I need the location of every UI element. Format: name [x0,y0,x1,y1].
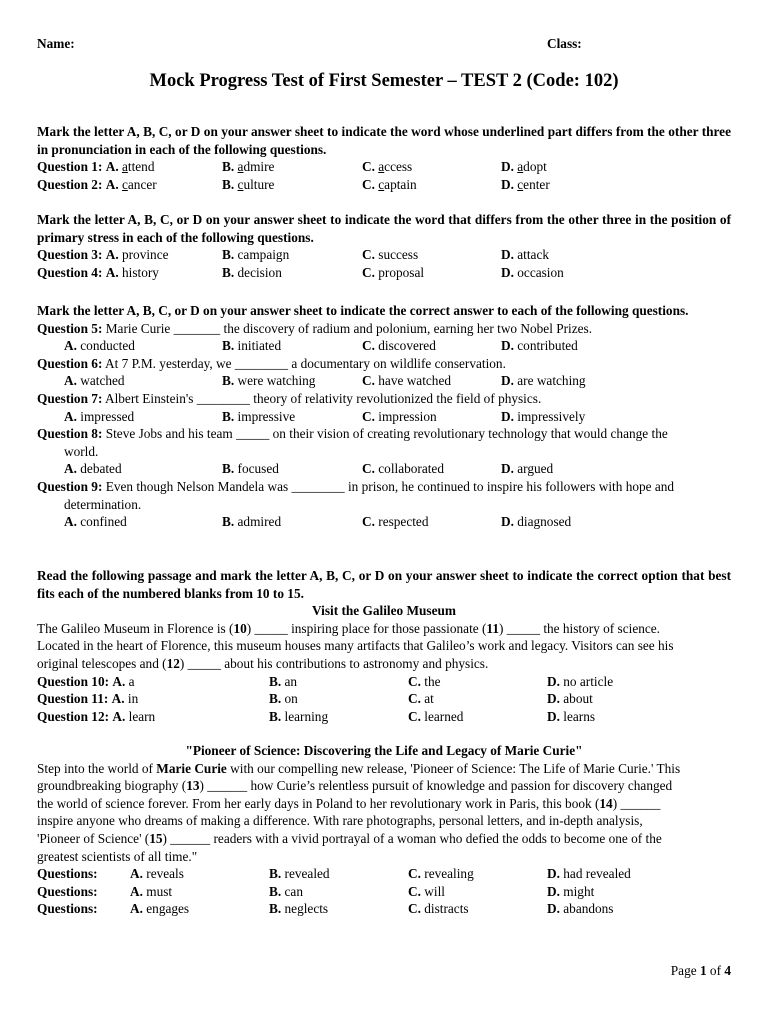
text-span: D. [501,338,514,354]
question-stem-cont: determination. [64,496,142,512]
text-span: ccess [384,159,413,175]
text-span: 15 [149,830,163,846]
text-span: Questions: [37,866,98,882]
text-span: proposal [378,264,425,280]
text-span: attack [517,247,550,263]
text-span: A. [105,247,119,263]
text-span: C. [362,159,375,175]
page-number [671,962,731,980]
text-span: ) _____ about his contributions to astronomy and physics. [179,655,489,671]
text-span: respected [378,514,429,530]
text-span: revealed [284,866,330,882]
text-span: of [706,963,725,978]
option-cell [362,460,444,478]
text-span: enter [523,176,550,192]
option-cell [501,246,549,264]
text-span: at [424,691,434,707]
text-span: Even though Nelson Mandela was ________ in prison, he continued to inspire his followers with hope and [105,478,675,494]
text-span: C. [362,408,375,424]
option-cell [408,900,469,918]
text-span: ttend [127,159,155,175]
text-span: Marie Curie _______ the discovery of radium and polonium, earning her two Nobel Prizes. [105,320,593,336]
text-span: C. [362,247,375,263]
text-span: Question 4: [37,264,103,280]
text-span: Question 2: [37,176,103,192]
text-span: C. [362,461,375,477]
text-span: C. [408,673,421,689]
option-cell [222,264,282,282]
question-row [37,264,731,282]
text-span: original telescopes and ( [37,655,167,671]
text-span: initiated [237,338,282,354]
instruction-pronunciation: Mark the letter A, B, C, or D on your answer sheet to indicate the word whose underlined part differs from the other three in pronunciation in each of the following questions. [37,124,731,157]
text-span: ) _____ inspiring place for those passionate ( [246,620,487,636]
question-stem [37,425,731,443]
question-stem [37,320,731,338]
text-span: B. [222,338,235,354]
text-span: Questions: [37,883,98,899]
text-span: Marie Curie [156,760,227,776]
text-span: groundbreaking biography ( [37,778,187,794]
option-cell [64,408,134,426]
text-span: the world of science forever. From her early days in Poland to her revolutionary work in Paris, this book ( [37,795,600,811]
text-span: A. [64,338,77,354]
option-cell [501,372,586,390]
option-cell [362,176,417,194]
text-span: learns [563,708,596,724]
text-span: Steve Jobs and his team _____ on their vision of creating revolutionary technology that would change the [105,426,668,442]
text-span: D. [547,901,560,917]
text-span: might [563,883,595,899]
text-span: c [121,176,128,192]
text-span: 13 [186,778,200,794]
text-span: a [378,159,385,175]
question-row [37,246,731,264]
question-row [37,708,731,726]
option-cell [222,408,295,426]
text-span: inspire anyone who dreams of making a difference. With rare photographs, personal letters, and in-depth analysis, [37,813,643,829]
text-span: an [284,673,298,689]
text-span: Questions: [37,901,98,917]
option-cell [501,176,550,194]
text-span: C. [362,338,375,354]
option-cell [408,865,474,883]
text-span: neglects [284,901,329,917]
option-cell [269,708,328,726]
option-cell [64,460,122,478]
text-span: Question 3: [37,247,103,263]
text-span: A. [112,708,126,724]
option-cell [501,408,585,426]
text-span: D. [547,691,560,707]
text-span: A. [130,883,143,899]
option-cell [37,708,155,726]
option-cell [408,883,445,901]
option-cell [222,513,281,531]
text-span: 14 [599,795,613,811]
options-row [37,460,731,478]
text-span: a [121,159,128,175]
option-cell [37,246,169,264]
text-span: A. [105,159,119,175]
question-row [37,900,731,918]
option-cell [64,513,127,531]
text-span: D. [501,373,514,389]
question-row [37,865,731,883]
text-span: impressive [237,408,296,424]
option-cell [37,865,98,883]
text-span: learn [128,708,156,724]
option-cell [222,176,274,194]
text-span: reveals [146,866,184,882]
text-span: impression [378,408,437,424]
text-span: distracts [424,901,469,917]
text-span: ) ______ readers with a vivid portrayal of a woman who defied the odds to become one of the [162,830,662,846]
text-span: dmire [243,159,275,175]
option-cell [37,176,157,194]
text-span: ) ______ how Curie’s relentless pursuit of knowledge and passion for discovery changed [199,778,673,794]
text-span: a [517,159,524,175]
option-cell [37,264,159,282]
text-span: Question 12: [37,708,110,724]
text-span: confined [80,514,127,530]
text-span: B. [222,247,235,263]
option-cell [501,460,553,478]
text-span: learned [424,708,464,724]
option-cell [362,158,412,176]
text-span: impressed [80,408,135,424]
text-span: Question 7: [37,390,103,406]
text-span: watched [80,373,125,389]
text-span: B. [269,708,282,724]
question-row [37,883,731,901]
text-span: D. [547,883,560,899]
option-cell [501,513,571,531]
text-span: C. [408,691,421,707]
option-cell [37,673,135,691]
option-cell [362,246,418,264]
option-cell [222,158,274,176]
text-span: C. [362,176,375,192]
text-span: had revealed [563,866,631,882]
text-span: aptain [384,176,417,192]
text-span: 'Pioneer of Science' ( [37,830,150,846]
options-row [37,372,731,390]
section-grammar [37,302,731,531]
text-span: D. [501,514,514,530]
text-span: C. [408,708,421,724]
text-span: Question 1: [37,159,103,175]
page-title: Mock Progress Test of First Semester – TEST 2 (Code: 102) [149,71,619,91]
text-span: B. [269,901,282,917]
passage-text [37,760,731,866]
text-span: B. [269,691,282,707]
text-span: a [128,673,135,689]
text-span: 1 [699,963,707,978]
text-span: Step into the world of [37,760,157,776]
option-cell [269,673,297,691]
option-cell [222,372,315,390]
text-span: C. [408,883,421,899]
option-cell [130,900,189,918]
text-span: B. [269,866,282,882]
text-span: focused [237,461,279,477]
option-cell [547,690,593,708]
option-cell [64,337,135,355]
question-stem-cont: world. [64,443,99,459]
options-row [37,513,731,531]
text-span: The Galileo Museum in Florence is ( [37,620,234,636]
option-cell [222,460,279,478]
text-span: dopt [523,159,547,175]
option-cell [547,708,595,726]
text-span: c [517,176,524,192]
text-span: A. [112,673,126,689]
option-cell [547,883,594,901]
text-span: history [121,264,159,280]
option-cell [222,337,281,355]
section-pronunciation [37,123,731,193]
option-cell [547,900,614,918]
text-span: c [237,176,244,192]
text-span: A. [64,408,77,424]
text-span: 12 [166,655,180,671]
text-span: collaborated [378,461,444,477]
text-span: C. [362,514,375,530]
text-span: B. [222,264,235,280]
text-span: B. [222,408,235,424]
text-span: D. [501,247,514,263]
text-span: in [127,691,139,707]
text-span: are watching [517,373,586,389]
option-cell [408,708,463,726]
text-span: engages [146,901,190,917]
text-span: a [237,159,244,175]
passage-title: Visit the Galileo Museum [312,603,456,619]
text-span: revealing [424,866,474,882]
option-cell [362,264,424,282]
text-span: A. [64,373,77,389]
text-span: Page [670,963,700,978]
text-span: must [146,883,173,899]
option-cell [222,246,289,264]
option-cell [362,408,437,426]
text-span: ulture [243,176,275,192]
text-span: can [284,883,303,899]
options-row [37,408,731,426]
option-cell [269,690,298,708]
text-span: A. [105,264,119,280]
text-span: 4 [724,963,731,978]
text-span: A. [130,901,143,917]
text-span: province [121,247,169,263]
text-span: Question 10: [37,673,110,689]
instruction-stress: Mark the letter A, B, C, or D on your answer sheet to indicate the word that differs from the other three in the position of primary stress in each of the following questions. [37,212,731,245]
text-span: Question 9: [37,478,103,494]
text-span: decision [237,264,282,280]
text-span: conducted [80,338,135,354]
question-row [37,158,731,176]
option-cell [408,690,434,708]
text-span: D. [501,159,514,175]
text-span: A. [111,691,125,707]
text-span: B. [222,176,235,192]
option-cell [501,158,547,176]
text-span: admired [237,514,282,530]
text-span: greatest scientists of all time." [37,848,198,864]
option-cell [64,372,125,390]
text-span: occasion [517,264,564,280]
question-row [37,690,731,708]
text-span: A. [105,176,119,192]
text-span: Question 5: [37,320,103,336]
text-span: 10 [233,620,247,636]
option-cell [501,264,564,282]
text-span: C. [362,373,375,389]
text-span: argued [517,461,554,477]
passage-title: "Pioneer of Science: Discovering the Life and Legacy of Marie Curie" [185,743,583,758]
option-cell [269,900,328,918]
text-span: Located in the heart of Florence, this museum houses many artifacts that Galileo’s work and legacy. Visitors can see his [37,638,674,654]
question-row [37,176,731,194]
text-span: A. [64,514,77,530]
question-stem [37,390,731,408]
text-span: C. [408,866,421,882]
question-stem [37,478,731,496]
option-cell [130,865,184,883]
text-span: B. [269,673,282,689]
text-span: impressively [517,408,586,424]
text-span: discovered [378,338,436,354]
text-span: ancer [127,176,157,192]
text-span: Question 11: [37,691,109,707]
text-span: 11 [486,620,499,636]
text-span: debated [80,461,122,477]
text-span: Question 6: [37,355,103,371]
text-span: D. [547,673,560,689]
option-cell [362,372,451,390]
text-span: success [378,247,419,263]
instruction-grammar: Mark the letter A, B, C, or D on your answer sheet to indicate the correct answer to each of the following questions. [37,303,689,318]
option-cell [37,883,98,901]
option-cell [269,865,330,883]
text-span: A. [130,866,143,882]
text-span: no article [563,673,614,689]
text-span: with our compelling new release, 'Pioneer of Science: The Life of Marie Curie.' This [226,760,681,776]
question-stem [37,355,731,373]
text-span: on [284,691,298,707]
option-cell [547,673,613,691]
text-span: C. [362,264,375,280]
text-span: B. [222,461,235,477]
text-span: will [424,883,445,899]
option-cell [269,883,303,901]
text-span: have watched [378,373,451,389]
text-span: contributed [517,338,578,354]
text-span: B. [222,159,235,175]
option-cell [547,865,631,883]
text-span: D. [501,461,514,477]
option-cell [501,337,578,355]
text-span: about [563,691,593,707]
text-span: abandons [563,901,614,917]
passage-text [37,620,731,673]
text-span: Albert Einstein's ________ theory of relativity revolutionized the field of physics. [104,390,542,406]
class-label: Class: [547,36,582,51]
name-label: Name: [37,36,75,51]
option-cell [130,883,172,901]
option-cell [408,673,441,691]
option-cell [37,900,98,918]
section-stress [37,211,731,281]
text-span: A. [64,461,77,477]
options-row [37,337,731,355]
text-span: D. [501,176,514,192]
text-span: campaign [237,247,290,263]
text-span: D. [501,264,514,280]
text-span: learning [284,708,329,724]
text-span: D. [501,408,514,424]
text-span: c [378,176,385,192]
text-span: the [424,673,441,689]
text-span: B. [222,373,235,389]
text-span: ) _____ the history of science. [499,620,660,636]
option-cell [37,690,138,708]
text-span: B. [222,514,235,530]
instruction-cloze: Read the following passage and mark the letter A, B, C, or D on your answer sheet to indicate the correct option that best fits each of the numbered blanks from 10 to 15. [37,568,731,601]
text-span: ) ______ [612,795,661,811]
option-cell [362,337,436,355]
section-cloze-curie [37,742,731,918]
text-span: C. [408,901,421,917]
text-span: D. [547,708,560,724]
option-cell [362,513,428,531]
text-span: diagnosed [517,514,572,530]
option-cell [37,158,154,176]
text-span: were watching [237,373,316,389]
question-row [37,673,731,691]
text-span: D. [547,866,560,882]
text-span: At 7 P.M. yesterday, we ________ a documentary on wildlife conservation. [104,355,506,371]
text-span: Question 8: [37,426,103,442]
section-cloze-galileo [37,567,731,725]
text-span: B. [269,883,282,899]
